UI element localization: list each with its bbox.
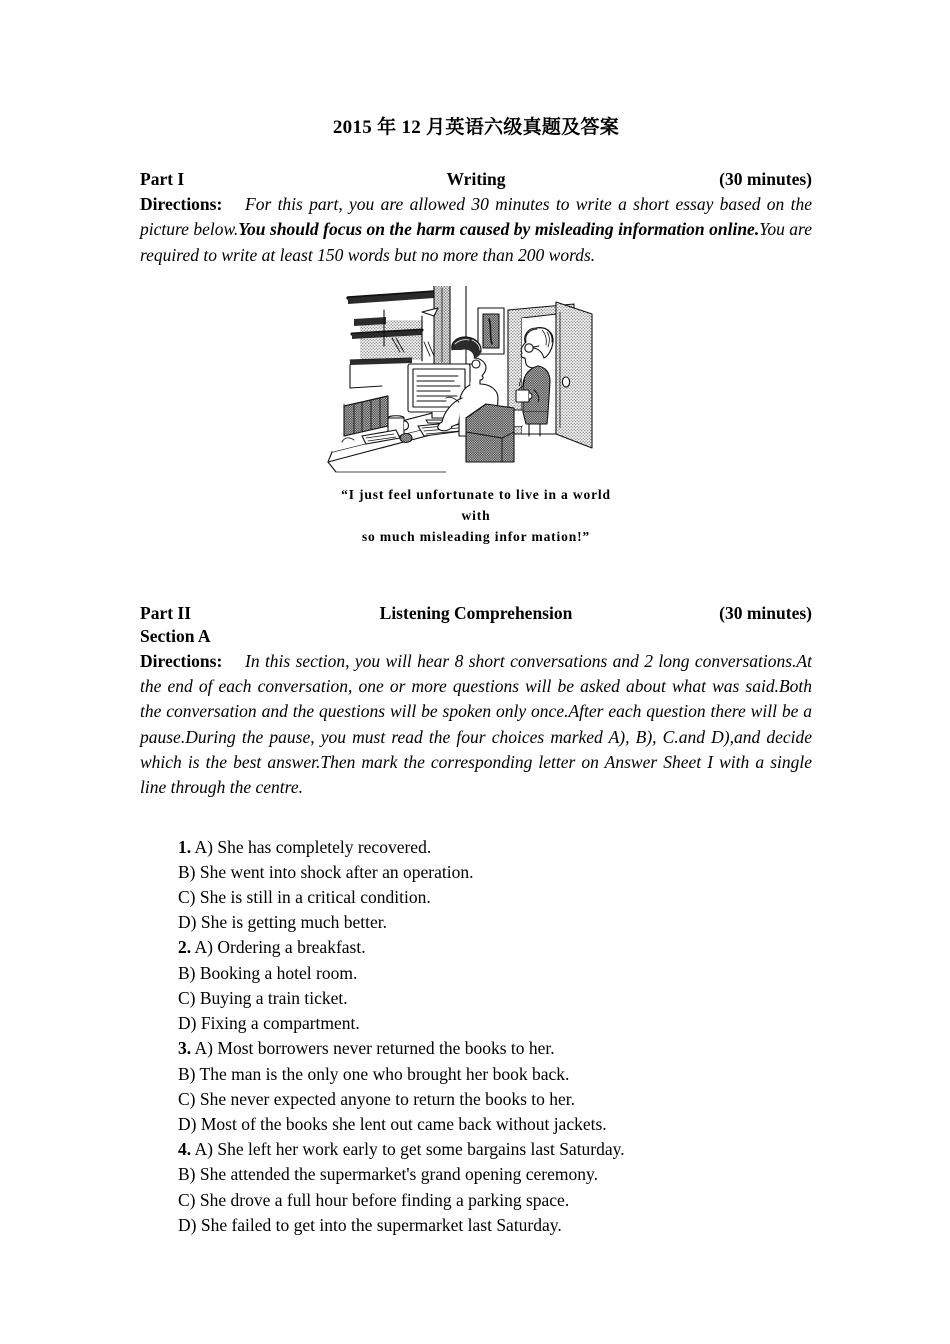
question-2 — [178, 935, 812, 1036]
part2-label: Part II — [140, 602, 192, 623]
question-4-option-b: B) She attended the supermarket's grand opening ceremony. — [178, 1164, 598, 1185]
question-1-number: 1. — [178, 836, 192, 857]
question-3-option-c: C) She never expected anyone to return the books to her. — [178, 1088, 576, 1109]
part1-title: Writing — [446, 169, 506, 189]
part1-directions-label: Directions: — [140, 194, 223, 214]
question-4-option-d: D) She failed to get into the supermarket last Saturday. — [178, 1214, 562, 1235]
page-content — [140, 0, 812, 1238]
part1-directions-text — [140, 192, 812, 268]
part1-label: Part I — [140, 169, 185, 189]
cartoon-caption-line2: so much misleading infor mation!” — [361, 528, 591, 544]
question-2-option-b: B) Booking a hotel room. — [178, 962, 358, 983]
part1-directions — [140, 192, 812, 268]
part1-directions-seg3: You are required to write at least 150 words but no more than 200 words. — [140, 219, 812, 265]
question-2-option-c: C) Buying a train ticket. — [178, 987, 348, 1008]
question-1-option-c: C) She is still in a critical condition. — [178, 887, 431, 908]
part1-directions-seg1: For this part, you are allowed 30 minutes to write a short essay based on the picture below. — [140, 194, 812, 240]
question-2-number: 2. — [178, 937, 192, 958]
question-1-option-a — [178, 835, 812, 860]
question-1 — [178, 835, 812, 936]
part2-title: Listening Comprehension — [379, 602, 573, 623]
part1-header — [140, 169, 812, 190]
question-4-option-a — [178, 1137, 812, 1162]
option-text: A) She left her work early to get some bargains last Saturday. — [194, 1139, 625, 1160]
part1-time: (30 minutes) — [719, 169, 812, 189]
question-3-option-b: B) The man is the only one who brought her book back. — [178, 1063, 570, 1084]
option-text: A) She has completely recovered. — [194, 836, 432, 857]
question-3-option-d: D) Most of the books she lent out came back without jackets. — [178, 1113, 607, 1134]
question-2-option-d: D) Fixing a compartment. — [178, 1013, 360, 1034]
part2-directions-text: In this section, you will hear 8 short conversations and 2 long conversations.At the end of each conversation, one or more questions will be asked about what was said.Both the conversation and the questions will be spoken only once.After each question there will be a pause.During the pause, you must read the four choices marked A), B), C.and D),and decide which is the best answer.Then mark the corresponding letter on Answer Sheet I with a single line through the centre. — [140, 650, 812, 798]
section-a-label: Section A — [140, 625, 211, 646]
listening-questions — [140, 835, 812, 1238]
question-3-number: 3. — [178, 1038, 192, 1059]
question-4 — [178, 1137, 812, 1238]
part2-time: (30 minutes) — [719, 602, 812, 623]
option-text: A) Ordering a breakfast. — [194, 937, 366, 958]
question-1-option-b: B) She went into shock after an operation. — [178, 861, 474, 882]
question-3-option-a — [178, 1036, 812, 1061]
part2-directions-label: Directions: — [140, 650, 223, 671]
cartoon-illustration — [326, 286, 626, 481]
question-1-option-d: D) She is getting much better. — [178, 912, 387, 933]
part1-directions-seg2: You should focus on the harm caused by misleading information online. — [238, 219, 760, 240]
question-2-option-a — [178, 935, 812, 960]
question-4-number: 4. — [178, 1139, 192, 1160]
part2-header — [140, 603, 812, 624]
question-3 — [178, 1036, 812, 1137]
cartoon-caption-line1: “I just feel unfortunate to live in a world with — [341, 486, 611, 523]
writing-prompt-cartoon — [140, 286, 812, 547]
page-title: 2015 年 12 月英语六级真题及答案 — [332, 117, 620, 138]
question-4-option-c: C) She drove a full hour before finding a parking space. — [178, 1189, 570, 1210]
part2-directions — [140, 649, 812, 801]
cartoon-caption — [326, 484, 626, 547]
option-text: A) Most borrowers never returned the books to her. — [194, 1038, 555, 1059]
